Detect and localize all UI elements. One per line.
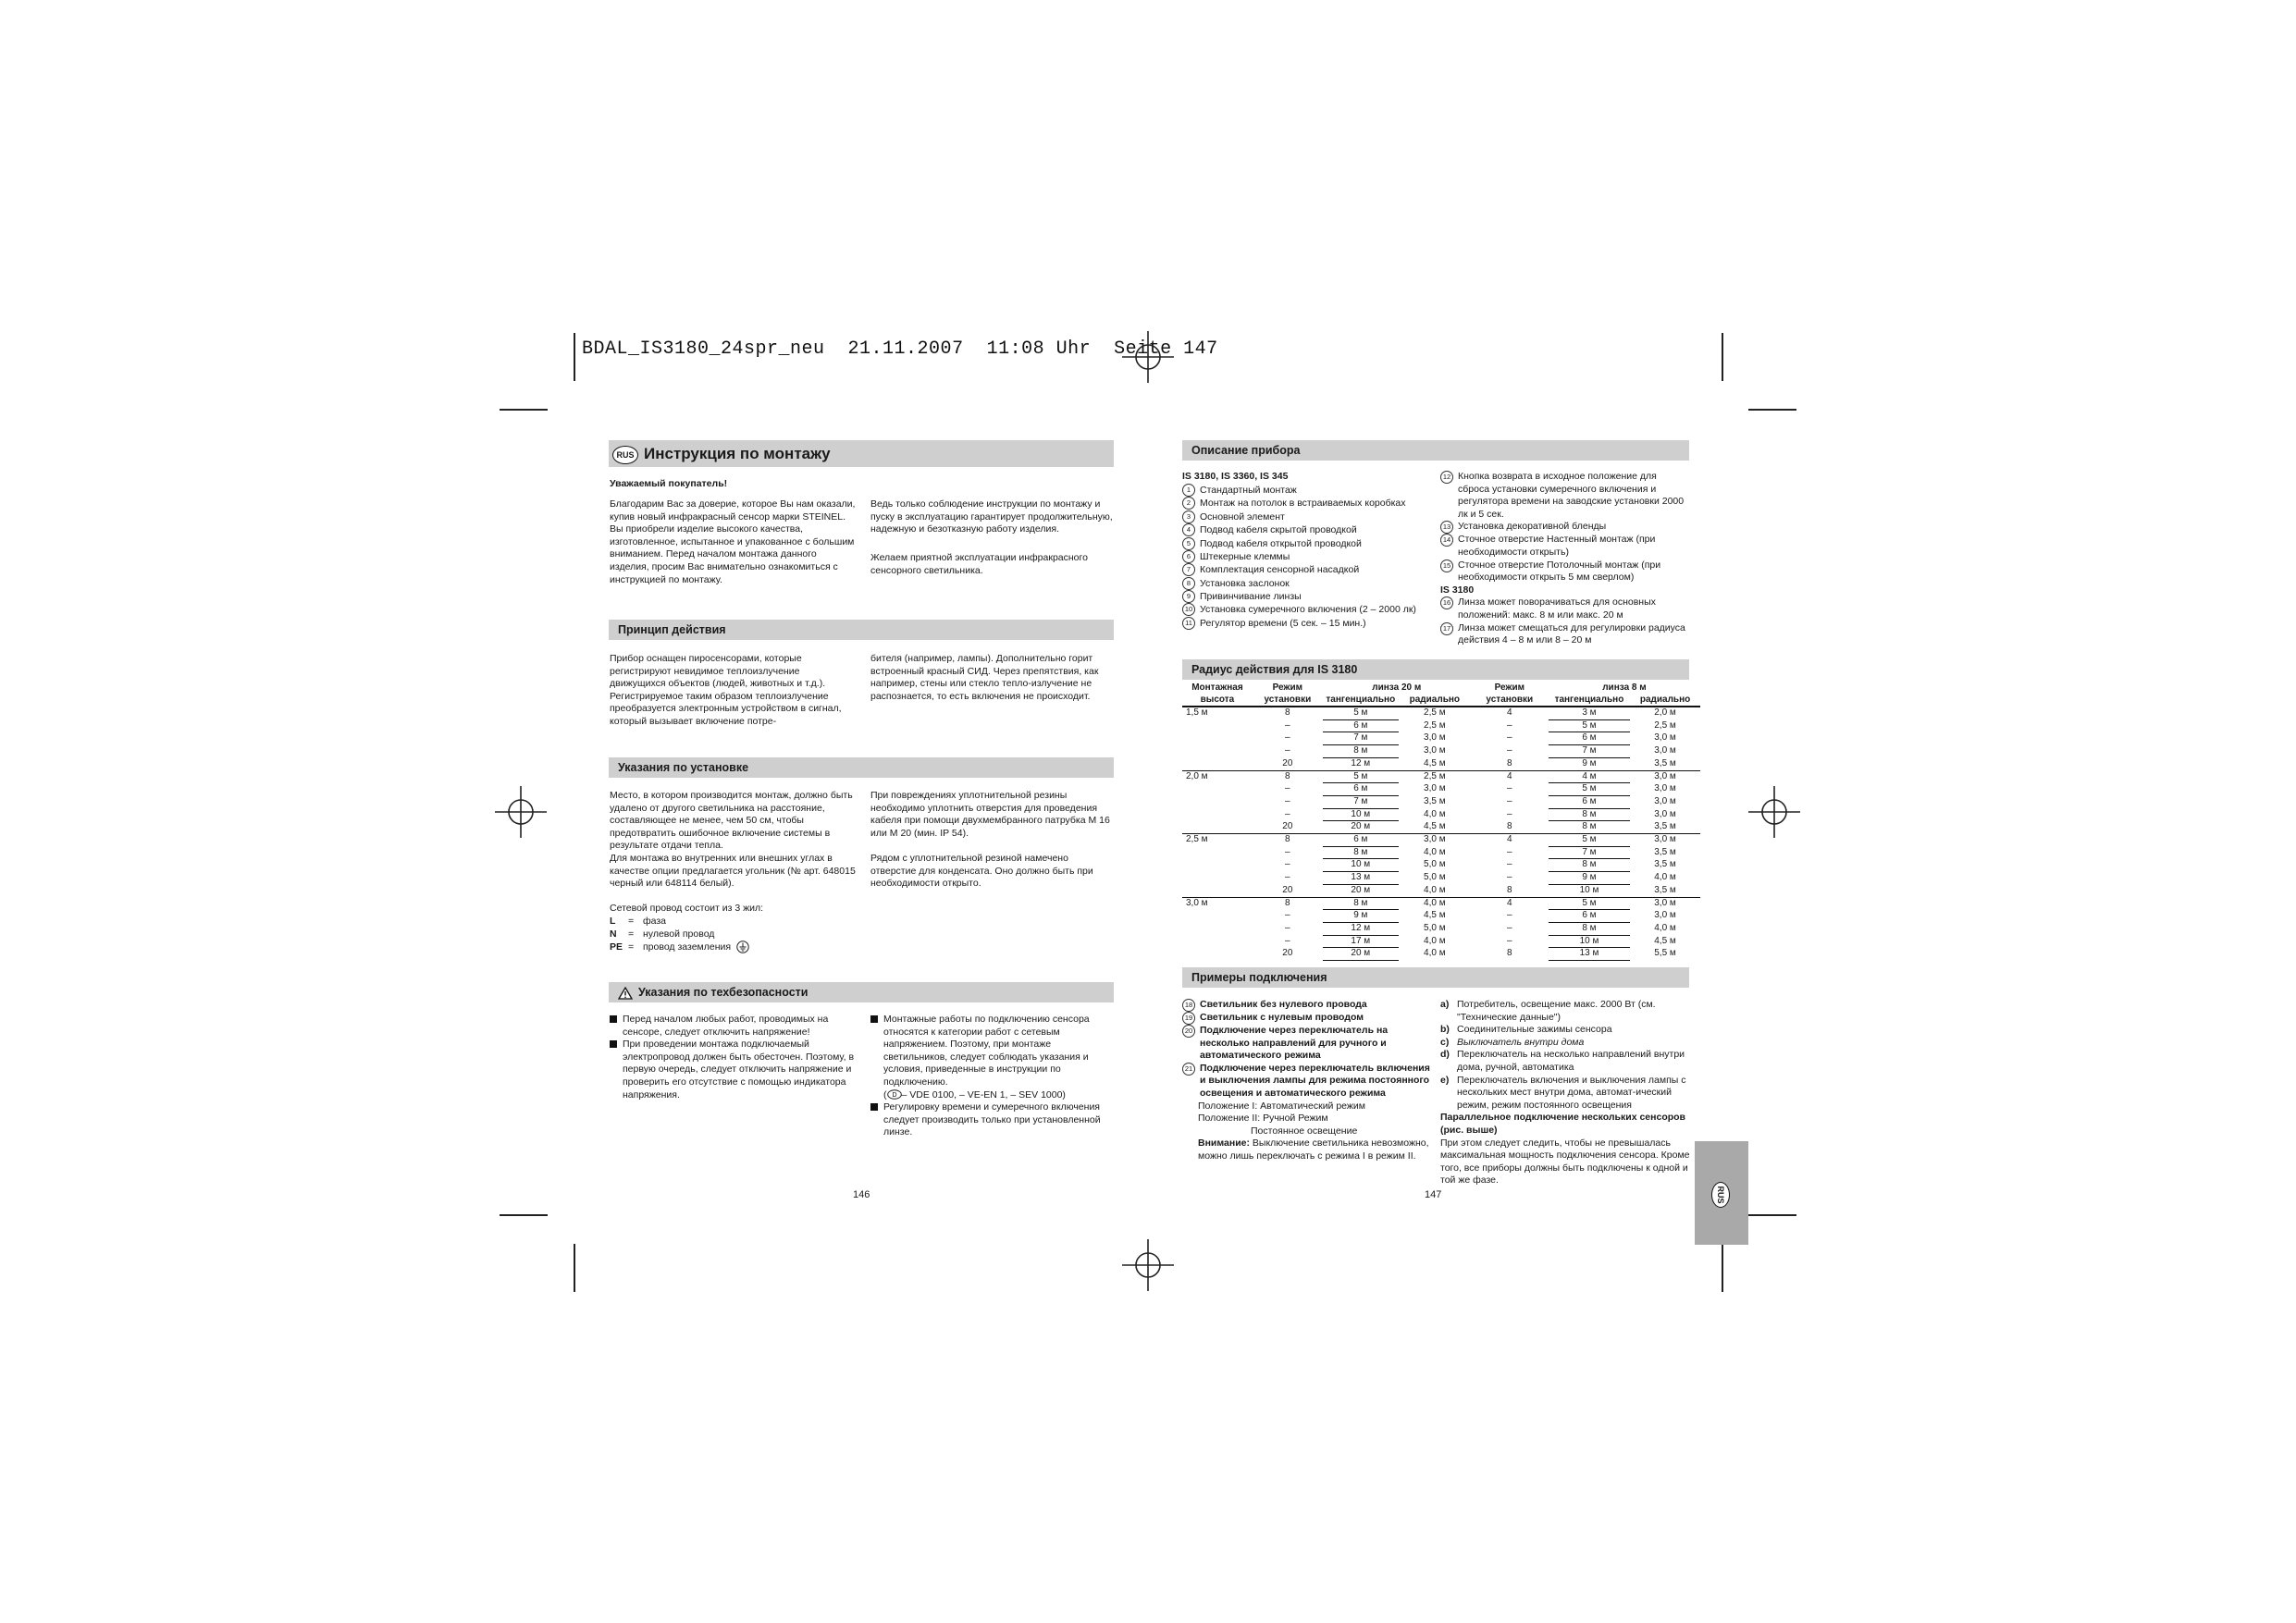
table-cell	[1182, 846, 1253, 859]
registration-mark-icon	[1748, 786, 1800, 838]
parallel-text: При этом следует следить, чтобы не превышалась максимальная мощность подключения сенсора. Кроме того, все приборы должны быть подключены к одной и той же фазе.	[1440, 1137, 1690, 1187]
table-cell: –	[1285, 935, 1290, 946]
list-item: Перед началом любых работ, проводимых на сенсоре, следует отключить напряжение!	[610, 1014, 858, 1039]
table-cell	[1182, 884, 1253, 897]
crop-mark	[1748, 1214, 1796, 1216]
table-cell: 3,0 м	[1630, 897, 1700, 910]
table-cell: 3,0 м	[1654, 808, 1676, 819]
table-cell: –	[1507, 859, 1512, 870]
list-item: 9 Привинчивание линзы	[1182, 590, 1432, 603]
list-item: 17 Линза может смещаться для регулировки радиуса действия 4 – 8 м или 8 – 20 м	[1440, 622, 1690, 647]
table-row	[1182, 707, 1700, 719]
table-cell: 2,0 м	[1654, 707, 1676, 719]
table-cell: 3,0 м	[1424, 783, 1446, 794]
table-cell: 3,0 м	[1424, 745, 1446, 756]
table-cell: 8 м	[1323, 846, 1399, 859]
language-side-tab	[1695, 1141, 1748, 1245]
table-cell: –	[1285, 872, 1290, 883]
column-header: Режим установки	[1471, 682, 1549, 707]
table-cell: –	[1285, 732, 1290, 744]
table-cell: 8	[1507, 821, 1512, 832]
table-cell: 8	[1253, 834, 1323, 847]
table-cell: –	[1285, 745, 1290, 756]
list-item: 20 Подключение через переключатель на несколько направлений для ручного и автоматического режима	[1182, 1025, 1430, 1063]
legend-list	[1440, 999, 1690, 1187]
table-row	[1182, 732, 1700, 745]
table-cell: –	[1507, 745, 1512, 756]
table-cell: 20 м	[1323, 821, 1399, 834]
table-cell	[1182, 935, 1253, 948]
table-cell: 8 м	[1549, 821, 1630, 834]
table-cell: 20	[1282, 884, 1293, 895]
parallel-heading: Параллельное подключение нескольких сенсоров (рис. выше)	[1440, 1112, 1686, 1136]
intro-paragraph: Желаем приятной эксплуатации инфракрасного сенсорного светильника.	[870, 552, 1088, 576]
table-row	[1182, 935, 1700, 948]
table-cell: –	[1507, 935, 1512, 946]
table-cell: 10 м	[1323, 808, 1399, 821]
table-cell: 2,5 м	[1182, 834, 1253, 847]
table-row	[1182, 846, 1700, 859]
table-cell: 10 м	[1549, 935, 1630, 948]
column-header: радиально	[1630, 695, 1700, 707]
list-item: 5 Подвод кабеля открытой проводкой	[1182, 537, 1432, 550]
table-cell: 5 м	[1323, 770, 1399, 783]
table-row	[1182, 884, 1700, 897]
table-cell: 4,0 м	[1424, 884, 1446, 895]
table-cell	[1182, 910, 1253, 923]
table-row	[1182, 783, 1700, 796]
table-cell: 2,5 м	[1399, 770, 1471, 783]
table-cell	[1182, 859, 1253, 872]
wire-item: L = фаза	[610, 916, 667, 927]
table-cell: 8	[1253, 897, 1323, 910]
table-cell: –	[1285, 783, 1290, 794]
table-cell: 4	[1471, 897, 1549, 910]
table-cell: 12 м	[1323, 757, 1399, 770]
table-cell: 7 м	[1549, 745, 1630, 758]
list-item: Монтажные работы по подключению сенсора относятся к категории работ с сетевым напряжением. Поэтому, при монтаже светильников, следует соблюдать указания и условия, приведенные в инструкции по подключению.	[870, 1014, 1113, 1089]
safety-list	[610, 1014, 858, 1101]
safety-list	[870, 1014, 1113, 1139]
list-item: 12 Кнопка возврата в исходное положение для сброса установки сумеречного включения и регулятора времени на заводские установки 2000 лк и 5 сек.	[1440, 471, 1690, 521]
list-item: 8 Установка заслонок	[1182, 577, 1432, 590]
language-badge: RUS	[612, 446, 638, 464]
list-item: 16 Линза может поворачиваться для основных положений: макс. 8 м или макс. 20 м	[1440, 596, 1690, 621]
table-cell: 8	[1285, 707, 1290, 719]
table-cell: –	[1507, 808, 1512, 819]
list-item: 19 Светильник с нулевым проводом	[1182, 1012, 1430, 1025]
column-header: тангенциально	[1549, 695, 1630, 707]
table-row	[1182, 948, 1700, 961]
table-cell: 6 м	[1549, 732, 1630, 745]
table-cell: –	[1285, 795, 1290, 806]
table-cell: –	[1507, 719, 1512, 731]
wire-list	[610, 916, 858, 954]
table-cell: 3,0 м	[1630, 834, 1700, 847]
registration-mark-icon	[495, 786, 547, 838]
table-row	[1182, 872, 1700, 885]
list-item: e) Переключатель включения и выключения лампы с нескольких мест внутри дома, автомат-ический режим, режим постоянного освещения	[1440, 1074, 1686, 1111]
table-cell: 8 м	[1323, 745, 1399, 758]
table-cell: 4,5 м	[1424, 821, 1446, 832]
parts-list	[1182, 484, 1432, 630]
parts-list	[1440, 471, 1690, 647]
table-cell: 6 м	[1549, 795, 1630, 808]
page-title-text: Инструкция по монтажу	[644, 445, 831, 462]
table-cell: 10 м	[1549, 884, 1630, 897]
section-heading-principle: Принцип действия	[609, 620, 1114, 640]
table-cell: 8 м	[1549, 922, 1630, 935]
list-item: 21 Подключение через переключатель включения и выключения лампы для режима постоянного освещения и автоматического режима	[1182, 1063, 1430, 1100]
column-header: Режим установки	[1253, 682, 1323, 707]
examples-list	[1182, 999, 1430, 1163]
section-heading-description: Описание прибора	[1182, 440, 1689, 461]
table-cell: 7 м	[1323, 732, 1399, 745]
table-cell: 5 м	[1549, 719, 1630, 732]
table-cell: 3 м	[1549, 707, 1630, 719]
crop-mark	[500, 1214, 548, 1216]
table-row	[1182, 859, 1700, 872]
column-header: радиально	[1399, 695, 1471, 707]
table-cell: 3,0 м	[1654, 795, 1676, 806]
table-cell: 8	[1507, 757, 1512, 768]
table-row	[1182, 821, 1700, 834]
table-cell: –	[1285, 922, 1290, 933]
page-title	[609, 440, 1114, 467]
table-cell	[1182, 922, 1253, 935]
list-item: 18 Светильник без нулевого провода	[1182, 999, 1430, 1012]
list-item: 14 Сточное отверстие Настенный монтаж (при необходимости открыть)	[1440, 534, 1690, 559]
table-cell	[1182, 808, 1253, 821]
column-header: Монтажная высота	[1182, 682, 1253, 707]
table-cell: 4,0 м	[1424, 846, 1446, 857]
crop-mark	[1722, 1244, 1723, 1292]
list-item: 11 Регулятор времени (5 сек. – 15 мин.)	[1182, 617, 1432, 630]
country-d-icon	[887, 1089, 902, 1100]
install-paragraph: Место, в котором производится монтаж, должно быть удалено от другого светильника на расстояние, составляющее не менее, чем 50 см, чтобы предотвратить ошибочное включение системы в результате отдачи тепла.	[610, 790, 853, 852]
registration-mark-icon	[1122, 1239, 1174, 1291]
table-cell: –	[1285, 910, 1290, 921]
table-cell: 8 м	[1549, 808, 1630, 821]
crop-mark	[1748, 409, 1796, 411]
section-heading-install: Указания по установке	[609, 757, 1114, 778]
radius-table-body	[1182, 707, 1700, 961]
table-cell: 3,0 м	[1654, 910, 1676, 921]
safety-norms: ( D – VDE 0100, – VE-EN 1, – SEV 1000)	[883, 1088, 1066, 1100]
column-header: линза 20 м	[1372, 682, 1422, 693]
table-cell: 3,5 м	[1424, 795, 1446, 806]
table-cell: 5 м	[1549, 783, 1630, 796]
table-cell: 7 м	[1549, 846, 1630, 859]
table-cell: 2,5 м	[1424, 707, 1446, 719]
table-cell: 6 м	[1323, 834, 1399, 847]
table-cell: 2,5 м	[1424, 719, 1446, 731]
list-item: 13 Установка декоративной бленды	[1440, 521, 1690, 534]
table-cell: 3,5 м	[1654, 859, 1676, 870]
table-cell: –	[1285, 846, 1290, 857]
table-row	[1182, 808, 1700, 821]
principle-paragraph: Прибор оснащен пиросенсорами, которые регистрируют невидимое теплоизлучение движущихся объектов (людей, животных и т.д.). Регистрируемое таким образом теплоизлучение преобразуется электронным устройством в сигнал, который вызывает включение потре-	[610, 653, 842, 727]
table-cell: 8	[1507, 884, 1512, 895]
table-cell: 20	[1282, 948, 1293, 959]
table-cell	[1182, 719, 1253, 732]
table-cell: –	[1285, 808, 1290, 819]
table-row	[1182, 795, 1700, 808]
table-cell	[1182, 872, 1253, 885]
column-header: тангенциально	[1323, 695, 1399, 707]
list-item: 3 Основной элемент	[1182, 510, 1432, 523]
table-cell: 9 м	[1323, 910, 1399, 923]
principle-paragraph: бителя (например, лампы). Дополнительно горит встроенный красный СИД. Через препятствия, как например, стены или стекло тепло-излучение не распознается, то есть включения не происходит.	[870, 653, 1099, 702]
list-item: При проведении монтажа подключаемый электропровод должен быть обесточен. Поэтому, в первую очередь, следует отключить напряжение и проверить его отсутствие с помощью индикатора напряжения.	[610, 1039, 858, 1101]
page-number: 147	[1425, 1189, 1442, 1200]
table-cell: 3,0 м	[1654, 745, 1676, 756]
table-cell: 20	[1282, 757, 1293, 768]
install-paragraph: Рядом с уплотнительной резиной намечено отверстие для конденсата. Оно должно быть при необходимости открыто.	[870, 853, 1093, 890]
table-cell	[1182, 757, 1253, 770]
list-item: 6 Штекерные клеммы	[1182, 550, 1432, 563]
table-cell: 5,5 м	[1654, 948, 1676, 959]
table-cell: 20	[1282, 821, 1293, 832]
table-cell	[1182, 783, 1253, 796]
page-number: 146	[853, 1189, 870, 1200]
table-cell: 4,5 м	[1424, 757, 1446, 768]
table-cell: –	[1507, 783, 1512, 794]
table-cell: 3,0 м	[1182, 897, 1253, 910]
install-paragraph: При повреждениях уплотнительной резины необходимо уплотнить отверстия для проведения кабеля при помощи двухмембранного патрубка М 16 или М 20 (мин. IP 54).	[870, 790, 1110, 839]
table-row	[1182, 770, 1700, 783]
table-cell: 13 м	[1323, 872, 1399, 885]
list-item: 10 Установка сумеречного включения (2 – 2000 лк)	[1182, 603, 1432, 616]
table-cell: 1,5 м	[1186, 707, 1208, 719]
attention-note: Внимание: Выключение светильника невозможно, можно лишь переключать с режима I в режим II.	[1198, 1137, 1429, 1162]
crop-mark	[1722, 333, 1723, 381]
table-cell: –	[1507, 910, 1512, 921]
table-cell: –	[1507, 795, 1512, 806]
table-cell: 13 м	[1549, 948, 1630, 961]
crop-mark	[574, 1244, 575, 1292]
print-slug: BDAL_IS3180_24spr_neu 21.11.2007 11:08 Uhr Seite 147	[582, 338, 1218, 360]
table-cell: 9 м	[1549, 872, 1630, 885]
table-cell: 3,0 м	[1630, 770, 1700, 783]
intro-paragraph: Ведь только соблюдение инструкции по монтажу и пуску в эксплуатацию гарантирует продолжительную, надежную и безотказную работу изделия.	[870, 498, 1113, 535]
table-cell: 4,0 м	[1424, 935, 1446, 946]
table-cell: 4,0 м	[1654, 872, 1676, 883]
section-heading-examples: Примеры подключения	[1182, 967, 1689, 988]
table-cell: 4	[1507, 707, 1512, 719]
radius-table	[1182, 682, 1700, 961]
table-cell: 2,5 м	[1654, 719, 1676, 731]
table-cell: 5 м	[1323, 707, 1399, 719]
table-row	[1182, 745, 1700, 758]
table-row	[1182, 922, 1700, 935]
table-row	[1182, 719, 1700, 732]
wire-item: PE = провод заземления	[610, 941, 858, 953]
table-cell: 20 м	[1323, 948, 1399, 961]
cable-intro: Сетевой провод состоит из 3 жил:	[610, 903, 764, 914]
table-cell: 8 м	[1323, 897, 1399, 910]
table-cell: 8	[1253, 770, 1323, 783]
crop-mark	[500, 409, 548, 411]
table-cell: 3,5 м	[1654, 821, 1676, 832]
table-cell: –	[1507, 732, 1512, 744]
table-cell: 3,0 м	[1654, 783, 1676, 794]
table-cell: 4,0 м	[1424, 808, 1446, 819]
table-cell: 7 м	[1323, 795, 1399, 808]
table-row	[1182, 834, 1700, 847]
registration-mark-icon	[1122, 331, 1174, 383]
table-cell: 20 м	[1323, 884, 1399, 897]
table-cell: 3,0 м	[1654, 732, 1676, 744]
table-cell: 3,5 м	[1654, 757, 1676, 768]
table-cell: 5,0 м	[1424, 922, 1446, 933]
language-badge: RUS	[1711, 1182, 1730, 1208]
table-cell: 4,5 м	[1654, 935, 1676, 946]
list-item: 2 Монтаж на потолок в встраиваемых коробках	[1182, 497, 1432, 510]
section-heading-safety: Указания по техбезопасности	[609, 982, 1114, 1002]
table-cell: 4,5 м	[1424, 910, 1446, 921]
table-cell	[1182, 745, 1253, 758]
radius-table-wrap	[1182, 682, 1700, 961]
table-cell: 6 м	[1323, 783, 1399, 796]
table-cell: 3,5 м	[1654, 846, 1676, 857]
table-cell: 3,5 м	[1654, 884, 1676, 895]
models-label: IS 3180, IS 3360, IS 345	[1182, 471, 1289, 482]
table-cell: 17 м	[1323, 935, 1399, 948]
table-cell	[1182, 795, 1253, 808]
greeting: Уважаемый покупатель!	[610, 478, 728, 489]
table-row	[1182, 757, 1700, 770]
table-cell: –	[1285, 859, 1290, 870]
table-cell	[1182, 821, 1253, 834]
table-cell: 4,0 м	[1399, 897, 1471, 910]
table-cell: 2,0 м	[1182, 770, 1253, 783]
table-cell: 5 м	[1549, 897, 1630, 910]
position-text: Положение I: Автоматический режим	[1198, 1100, 1366, 1112]
list-item: d) Переключатель на несколько направлений внутри дома, ручной, автоматика	[1440, 1049, 1685, 1073]
list-item: c) Выключатель внутри дома	[1440, 1036, 1585, 1048]
table-cell: –	[1507, 846, 1512, 857]
table-cell: 8 м	[1549, 859, 1630, 872]
list-item: 1 Стандартный монтаж	[1182, 484, 1432, 497]
list-item: 15 Сточное отверстие Потолочный монтаж (при необходимости открыть 5 мм сверлом)	[1440, 559, 1690, 584]
table-cell: 4,0 м	[1654, 922, 1676, 933]
ground-symbol-icon	[736, 941, 749, 953]
table-cell: 6 м	[1323, 719, 1399, 732]
svg-text:D: D	[891, 1092, 897, 1100]
table-cell	[1182, 948, 1253, 961]
table-cell: 10 м	[1323, 859, 1399, 872]
table-cell: –	[1507, 922, 1512, 933]
table-cell: –	[1507, 872, 1512, 883]
model-label: IS 3180	[1440, 584, 1475, 596]
table-cell: –	[1285, 719, 1290, 731]
list-item: b) Соединительные зажимы сенсора	[1440, 1024, 1612, 1036]
table-cell: 3,0 м	[1424, 732, 1446, 744]
table-row	[1182, 897, 1700, 910]
crop-mark	[574, 333, 575, 381]
table-cell: 8	[1507, 948, 1512, 959]
list-item: Регулировку времени и сумеречного включения следует производить только при установленной линзе.	[870, 1101, 1113, 1139]
intro-paragraph: Благодарим Вас за доверие, которое Вы нам оказали, купив новый инфракрасный сенсор марки STEINEL. Вы приобрели изделие высокого качества, изготовленное, испытанное и упакованное с большим вниманием. Перед началом монтажа данного изделия, просим Вас внимательно ознакомиться с инструкцией по монтажу.	[610, 498, 856, 585]
table-cell: 12 м	[1323, 922, 1399, 935]
table-cell: 6 м	[1549, 910, 1630, 923]
table-cell: 4 м	[1549, 770, 1630, 783]
warning-triangle-icon	[618, 987, 633, 1000]
section-heading-radius: Радиус действия для IS 3180	[1182, 659, 1689, 680]
list-item: 4 Подвод кабеля скрытой проводкой	[1182, 523, 1432, 536]
table-cell: 5,0 м	[1424, 872, 1446, 883]
table-cell: 9 м	[1549, 757, 1630, 770]
table-cell: 4,0 м	[1424, 948, 1446, 959]
install-paragraph: Для монтажа во внутренних или внешних углах в качестве опции предлагается угольник (№ арт. 648015 черный или 648114 белый).	[610, 853, 856, 890]
table-cell: 4	[1471, 770, 1549, 783]
table-cell	[1182, 732, 1253, 745]
list-item: 7 Комплектация сенсорной насадкой	[1182, 563, 1432, 576]
column-header: линза 8 м	[1602, 682, 1647, 693]
position-text: Постоянное освещение	[1251, 1125, 1358, 1137]
position-text: Положение II: Ручной Режим	[1198, 1113, 1328, 1125]
table-cell: 4	[1471, 834, 1549, 847]
wire-item: N = нулевой провод	[610, 928, 715, 940]
table-row	[1182, 910, 1700, 923]
table-cell: 3,0 м	[1399, 834, 1471, 847]
table-cell: 5 м	[1549, 834, 1630, 847]
list-item: a) Потребитель, освещение макс. 2000 Вт (см. "Технические данные")	[1440, 999, 1656, 1023]
table-cell: 5,0 м	[1424, 859, 1446, 870]
